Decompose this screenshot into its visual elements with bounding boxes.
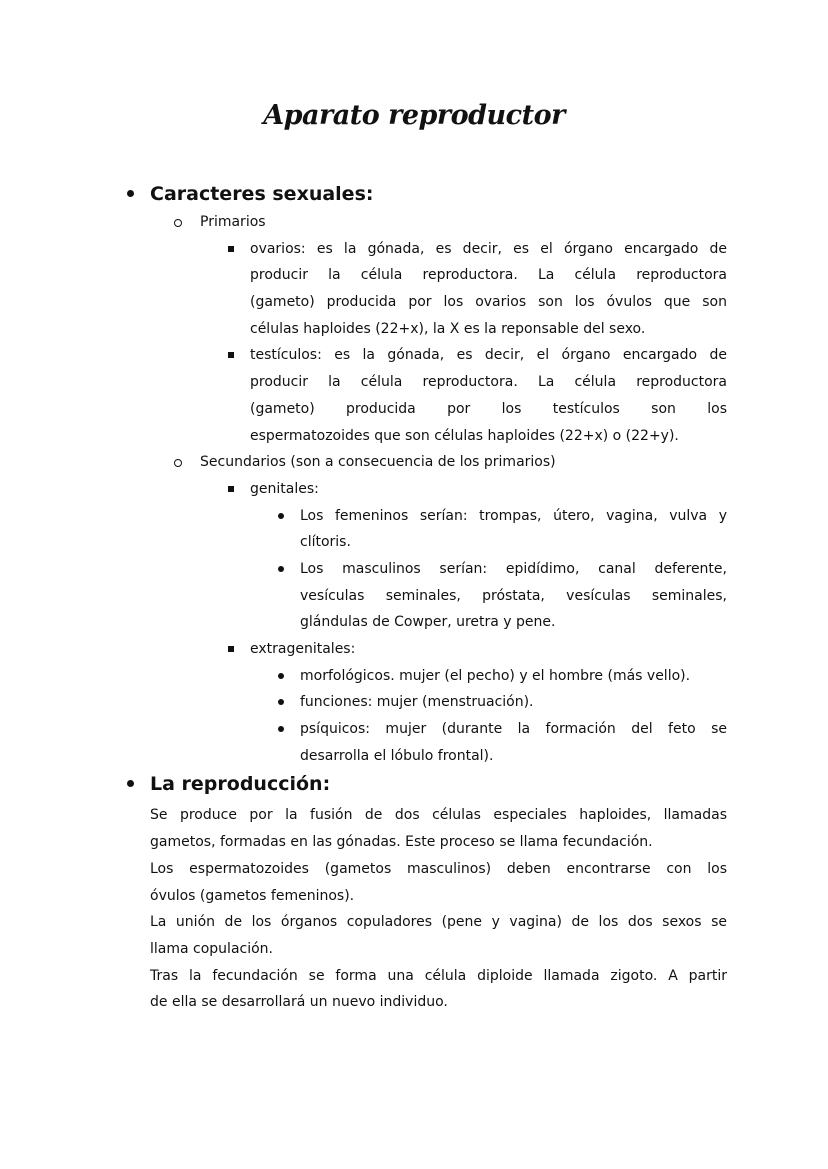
text-line: Primarios <box>200 214 266 230</box>
text-line: Caracteres sexuales: <box>150 183 374 205</box>
text-line: Secundarios (son a consecuencia de los primarios) <box>200 454 556 471</box>
bullet-icon <box>278 673 284 679</box>
paragraph-continuation <box>0 829 828 856</box>
section-heading <box>0 179 828 209</box>
bullet-icon <box>127 190 134 197</box>
level1-item <box>0 209 828 236</box>
level2-item <box>0 636 828 663</box>
level2-item-continuation <box>0 423 828 450</box>
paragraph <box>0 802 828 829</box>
level3-item-continuation <box>0 583 828 610</box>
level3-item-continuation <box>0 743 828 770</box>
text-line: glándulas de Cowper, uretra y pene. <box>300 614 556 631</box>
level3-item <box>0 503 828 530</box>
bullet-icon <box>278 699 284 705</box>
text-line: La reproducción: <box>150 773 331 796</box>
level2-item-continuation <box>0 316 828 343</box>
paragraph-continuation <box>0 989 828 1016</box>
text-line: ovarios: es la gónada, es decir, es el órgano encargado de <box>250 240 727 257</box>
text-line: células haploides (22+x), la X es la reponsable del sexo. <box>250 320 646 337</box>
level3-item-continuation <box>0 609 828 636</box>
text-line: producir la célula reproductora. La célula reproductora <box>250 374 727 391</box>
square-bullet-icon <box>228 646 234 652</box>
level2-item <box>0 342 828 369</box>
text-line: llama copulación. <box>150 940 273 957</box>
text-line: Los espermatozoides (gametos masculinos) deben encontrarse con los <box>150 860 727 877</box>
text-line: Se produce por la fusión de dos células especiales haploides, llamadas <box>150 807 727 824</box>
text-line: Los femeninos serían: trompas, útero, vagina, vulva y <box>300 507 727 524</box>
text-line: desarrolla el lóbulo frontal). <box>300 747 494 764</box>
text-line: Los masculinos serían: epidídimo, canal deferente, <box>300 560 727 577</box>
bullet-icon <box>278 513 284 519</box>
level3-item <box>0 663 828 690</box>
text-line: producir la célula reproductora. La célula reproductora <box>250 267 727 284</box>
document-title: Aparato reproductor <box>263 100 565 131</box>
bullet-icon <box>278 566 284 572</box>
paragraph-continuation <box>0 936 828 963</box>
text-line: testículos: es la gónada, es decir, el órgano encargado de <box>250 347 727 364</box>
text-line: gametos, formadas en las gónadas. Este proceso se llama fecundación. <box>150 834 653 851</box>
document-body <box>0 179 828 1016</box>
bullet-icon <box>278 726 284 732</box>
text-line: morfológicos. mujer (el pecho) y el hombre (más vello). <box>300 667 691 684</box>
text-line: funciones: mujer (menstruación). <box>300 694 534 711</box>
text-line: Tras la fecundación se forma una célula diploide llamada zigoto. A partir <box>150 967 727 984</box>
text-line: extragenitales: <box>250 641 356 657</box>
text-line: óvulos (gametos femeninos). <box>150 887 355 904</box>
text-line: clítoris. <box>300 534 351 551</box>
square-bullet-icon <box>228 352 234 358</box>
text-line: (gameto) producida por los testículos son los <box>250 400 727 417</box>
paragraph-continuation <box>0 883 828 910</box>
paragraph <box>0 856 828 883</box>
level3-item <box>0 716 828 743</box>
paragraph <box>0 909 828 936</box>
section-heading <box>0 769 828 799</box>
level2-item-continuation <box>0 262 828 289</box>
square-bullet-icon <box>228 246 234 252</box>
level2-item-continuation <box>0 396 828 423</box>
square-bullet-icon <box>228 486 234 492</box>
level2-item-continuation <box>0 369 828 396</box>
circle-bullet-icon <box>174 459 182 467</box>
text-line: vesículas seminales, próstata, vesículas seminales, <box>300 587 727 604</box>
level2-item-continuation <box>0 289 828 316</box>
text-line: La unión de los órganos copuladores (pene y vagina) de los dos sexos se <box>150 914 727 931</box>
level2-item <box>0 476 828 503</box>
text-line: psíquicos: mujer (durante la formación del feto se <box>300 721 727 738</box>
level2-item <box>0 236 828 263</box>
text-line: (gameto) producida por los ovarios son los óvulos que son <box>250 294 727 311</box>
level3-item <box>0 689 828 716</box>
circle-bullet-icon <box>174 219 182 227</box>
level3-item <box>0 556 828 583</box>
paragraph <box>0 963 828 990</box>
bullet-icon <box>127 780 134 787</box>
text-line: genitales: <box>250 480 319 497</box>
text-line: espermatozoides que son células haploides (22+x) o (22+y). <box>250 427 679 444</box>
level1-item <box>0 449 828 476</box>
text-line: de ella se desarrollará un nuevo individuo. <box>150 994 448 1011</box>
level3-item-continuation <box>0 529 828 556</box>
